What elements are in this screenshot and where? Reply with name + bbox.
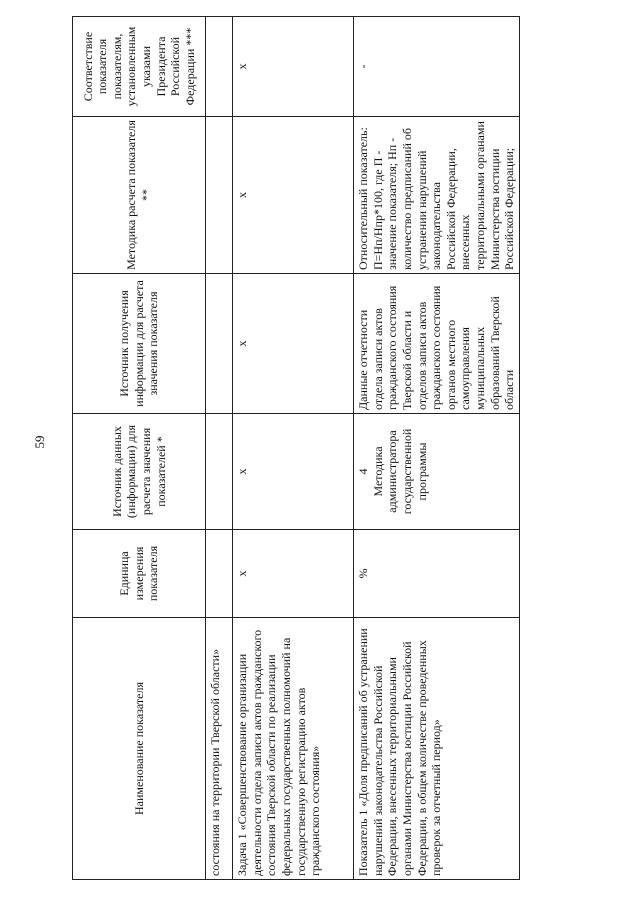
data-source-number: 4 xyxy=(356,468,370,475)
header-info-source: Источник получения информации для расчета значения показателя xyxy=(73,274,206,414)
table-row xyxy=(233,17,354,880)
header-name: Наименование показателя xyxy=(73,618,206,880)
page-number: 59 xyxy=(32,435,47,449)
cell-info-source xyxy=(206,274,233,414)
cell-data-source xyxy=(354,414,520,530)
cell-method xyxy=(206,117,233,274)
cell-correspondence: x xyxy=(233,17,354,117)
table-header-row xyxy=(73,17,206,880)
cell-correspondence xyxy=(206,17,233,117)
cell-data-source: x xyxy=(233,414,354,530)
cell-method: x xyxy=(233,117,354,274)
data-source-text: Методика администратора государственной программы xyxy=(370,428,429,515)
cell-name: Показатель 1 «Доля предписаний об устранении нарушений законодательства Российской Федерации, внесенных территориальными органами Министерства юстиции Российской Федерации, в общем количестве проведенных проверок за отчетный период» xyxy=(354,618,520,880)
header-data-source: Источник данных (информации) для расчета значения показателей * xyxy=(73,414,206,530)
cell-unit: % xyxy=(354,530,520,618)
cell-info-source: x xyxy=(233,274,354,414)
cell-name: Задача 1 «Совершенствование организации деятельности отдела записи актов гражданского состояния Тверской области по реализации федеральных государственных полномочий на государственную регистрацию актов гражданского состояния» xyxy=(233,618,354,880)
cell-unit: x xyxy=(233,530,354,618)
cell-info-source: Данные отчетности отдела записи актов гражданского состояния Тверской области и отделов записи актов гражданского состояния органов местного самоуправления муниципальных образований Тверской области xyxy=(354,274,520,414)
cell-name: состояния на территории Тверской области» xyxy=(206,618,233,880)
table-row xyxy=(206,17,233,880)
cell-data-source xyxy=(206,414,233,530)
cell-unit xyxy=(206,530,233,618)
header-method: Методика расчета показателя ** xyxy=(73,117,206,274)
indicators-table xyxy=(72,16,520,880)
document-sheet xyxy=(0,10,640,890)
table-row xyxy=(354,17,520,880)
header-correspondence: Соответствие показателя показателям, установленным указами Президента Российской Федерации *** xyxy=(73,17,206,117)
header-unit: Единица измерения показателя xyxy=(73,530,206,618)
cell-correspondence: - xyxy=(354,17,520,117)
cell-method: Относительный показатель: П=Нп/Нпр*100, где П - значение показателя; Нп - количество предписаний об устранении нарушений законодательства Российской Федерации, внесенных территориальными органами Министерства юстиции Российской Федерации; xyxy=(354,117,520,274)
